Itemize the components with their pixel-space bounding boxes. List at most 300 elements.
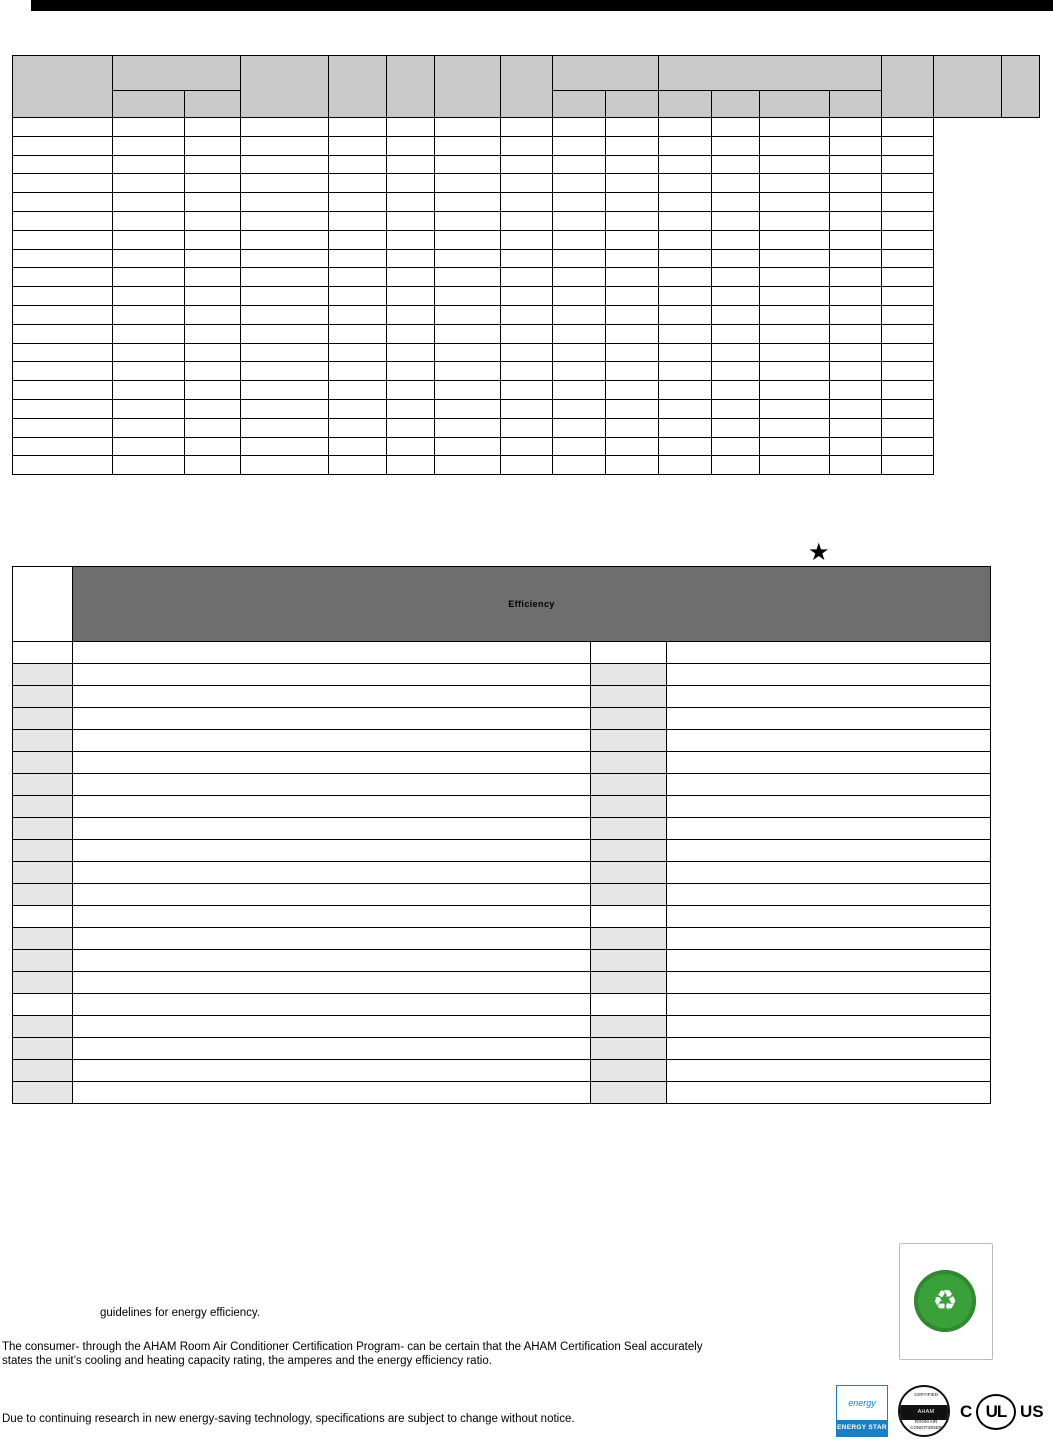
spec-cell xyxy=(830,324,882,343)
spec-cell xyxy=(387,456,435,475)
efficiency-row-value xyxy=(591,950,667,972)
spec-cell xyxy=(241,118,329,137)
spec-cell xyxy=(501,155,553,174)
spec-cell xyxy=(241,456,329,475)
spec-cell xyxy=(435,324,501,343)
spec-cell xyxy=(830,381,882,400)
spec-cell xyxy=(760,118,830,137)
efficiency-row-label xyxy=(13,730,73,752)
spec-cell xyxy=(882,155,934,174)
efficiency-row-label xyxy=(13,686,73,708)
spec-cell xyxy=(241,211,329,230)
spec-cell xyxy=(13,249,113,268)
spec-cell xyxy=(659,174,712,193)
efficiency-row-description xyxy=(73,796,591,818)
spec-cell xyxy=(329,287,387,306)
efficiency-row-description xyxy=(73,752,591,774)
spec-cell xyxy=(185,399,241,418)
spec-cell xyxy=(830,230,882,249)
spec-cell xyxy=(606,118,659,137)
spec-cell xyxy=(113,268,185,287)
spec-header-cell xyxy=(435,56,501,118)
spec-cell xyxy=(387,437,435,456)
spec-cell xyxy=(185,305,241,324)
efficiency-row-value xyxy=(591,686,667,708)
spec-cell xyxy=(13,305,113,324)
spec-cell xyxy=(13,381,113,400)
spec-cell xyxy=(760,381,830,400)
spec-cell xyxy=(387,230,435,249)
efficiency-row-description xyxy=(73,1038,591,1060)
spec-cell xyxy=(760,230,830,249)
spec-cell xyxy=(659,268,712,287)
spec-cell xyxy=(387,211,435,230)
spec-cell xyxy=(760,343,830,362)
spec-cell xyxy=(659,287,712,306)
spec-cell xyxy=(606,381,659,400)
efficiency-row-description xyxy=(73,708,591,730)
spec-cell xyxy=(185,343,241,362)
spec-cell xyxy=(501,118,553,137)
spec-cell xyxy=(830,193,882,212)
spec-cell xyxy=(659,456,712,475)
spec-cell xyxy=(113,399,185,418)
spec-cell xyxy=(760,418,830,437)
efficiency-table-wrapper xyxy=(12,566,990,1104)
spec-cell xyxy=(501,418,553,437)
spec-cell xyxy=(830,343,882,362)
spec-cell xyxy=(760,287,830,306)
spec-cell xyxy=(882,136,934,155)
spec-cell xyxy=(712,437,760,456)
spec-cell xyxy=(760,437,830,456)
efficiency-row-label xyxy=(13,906,73,928)
efficiency-row-notes xyxy=(667,796,991,818)
spec-cell xyxy=(882,324,934,343)
efficiency-row-notes xyxy=(667,950,991,972)
spec-cell xyxy=(830,287,882,306)
aham-certification-seal xyxy=(898,1385,950,1437)
spec-cell xyxy=(606,211,659,230)
table-row xyxy=(13,437,1040,456)
spec-cell xyxy=(185,136,241,155)
spec-cell xyxy=(760,362,830,381)
spec-cell xyxy=(329,230,387,249)
table-row xyxy=(13,1016,991,1038)
spec-cell xyxy=(606,193,659,212)
spec-cell xyxy=(659,418,712,437)
eco-circle-icon xyxy=(914,1270,976,1332)
spec-cell xyxy=(13,324,113,343)
spec-cell xyxy=(830,437,882,456)
spec-cell xyxy=(712,399,760,418)
spec-cell xyxy=(712,343,760,362)
efficiency-row-value xyxy=(591,972,667,994)
spec-header-cell xyxy=(113,56,241,91)
spec-cell xyxy=(712,136,760,155)
efficiency-row-description xyxy=(73,642,591,664)
spec-cell xyxy=(241,418,329,437)
table-row xyxy=(13,818,991,840)
spec-cell xyxy=(113,305,185,324)
spec-cell xyxy=(553,230,606,249)
spec-cell xyxy=(606,155,659,174)
note-consumer-line2: states the unit’s cooling and heating capacity rating, the amperes and the energy efficiency ratio. xyxy=(2,1355,492,1367)
spec-cell xyxy=(606,437,659,456)
spec-cell xyxy=(882,305,934,324)
efficiency-row-value xyxy=(591,774,667,796)
efficiency-row-description xyxy=(73,906,591,928)
spec-cell xyxy=(13,287,113,306)
spec-table-header xyxy=(13,56,1040,118)
spec-cell xyxy=(435,381,501,400)
spec-cell xyxy=(712,324,760,343)
spec-cell xyxy=(501,211,553,230)
spec-cell xyxy=(501,287,553,306)
spec-cell xyxy=(712,211,760,230)
spec-cell xyxy=(712,230,760,249)
table-row xyxy=(13,136,1040,155)
efficiency-row-label xyxy=(13,928,73,950)
table-row xyxy=(13,343,1040,362)
efficiency-row-label xyxy=(13,796,73,818)
spec-cell xyxy=(113,418,185,437)
spec-cell xyxy=(606,249,659,268)
spec-cell xyxy=(113,437,185,456)
spec-cell xyxy=(435,418,501,437)
efficiency-row-label xyxy=(13,1082,73,1104)
spec-cell xyxy=(387,287,435,306)
spec-cell xyxy=(113,287,185,306)
efficiency-row-value xyxy=(591,906,667,928)
efficiency-row-value xyxy=(591,884,667,906)
spec-cell xyxy=(13,456,113,475)
spec-cell xyxy=(712,381,760,400)
spec-subheader-cell xyxy=(113,91,185,118)
efficiency-row-label xyxy=(13,642,73,664)
table-row xyxy=(13,230,1040,249)
spec-cell xyxy=(606,399,659,418)
spec-cell xyxy=(387,381,435,400)
spec-cell xyxy=(712,268,760,287)
spec-cell xyxy=(329,324,387,343)
spec-cell xyxy=(606,456,659,475)
spec-cell xyxy=(113,456,185,475)
spec-cell xyxy=(329,437,387,456)
spec-cell xyxy=(387,268,435,287)
spec-cell xyxy=(435,118,501,137)
spec-cell xyxy=(830,362,882,381)
recycle-leaf-icon: ♻ xyxy=(932,1285,958,1316)
spec-cell xyxy=(435,399,501,418)
aham-seal-circle xyxy=(898,1385,950,1437)
spec-cell xyxy=(13,118,113,137)
efficiency-row-label xyxy=(13,884,73,906)
spec-cell xyxy=(606,343,659,362)
table-row xyxy=(13,950,991,972)
spec-cell xyxy=(241,249,329,268)
note-research: Due to continuing research in new energy-saving technology, specifications are subject to change without notice. xyxy=(2,1413,575,1425)
efficiency-row-value xyxy=(591,1016,667,1038)
spec-cell xyxy=(387,305,435,324)
spec-cell xyxy=(760,193,830,212)
spec-header-cell xyxy=(934,56,1002,118)
table-row xyxy=(13,381,1040,400)
efficiency-row-description xyxy=(73,1082,591,1104)
efficiency-row-value xyxy=(591,1060,667,1082)
efficiency-row-notes xyxy=(667,686,991,708)
efficiency-row-description xyxy=(73,972,591,994)
efficiency-row-notes xyxy=(667,862,991,884)
spec-cell xyxy=(659,343,712,362)
spec-subheader-cell xyxy=(830,91,882,118)
spec-cell xyxy=(553,155,606,174)
spec-cell xyxy=(241,268,329,287)
spec-cell xyxy=(435,437,501,456)
spec-cell xyxy=(830,118,882,137)
spec-cell xyxy=(501,230,553,249)
spec-cell xyxy=(659,136,712,155)
spec-cell xyxy=(113,381,185,400)
spec-cell xyxy=(882,343,934,362)
efficiency-row-notes xyxy=(667,906,991,928)
energy-star-top-text: energy xyxy=(837,1386,887,1420)
spec-cell xyxy=(501,343,553,362)
spec-cell xyxy=(435,456,501,475)
spec-subheader-cell xyxy=(606,91,659,118)
spec-cell xyxy=(606,287,659,306)
spec-cell xyxy=(241,230,329,249)
spec-cell xyxy=(241,193,329,212)
spec-cell xyxy=(553,211,606,230)
spec-cell xyxy=(13,155,113,174)
table-row xyxy=(13,796,991,818)
spec-cell xyxy=(553,324,606,343)
spec-cell xyxy=(659,324,712,343)
efficiency-row-notes xyxy=(667,928,991,950)
efficiency-row-label xyxy=(13,1060,73,1082)
table-row xyxy=(13,752,991,774)
spec-cell xyxy=(185,456,241,475)
spec-cell xyxy=(185,174,241,193)
spec-cell xyxy=(659,155,712,174)
spec-cell xyxy=(553,174,606,193)
spec-cell xyxy=(659,381,712,400)
efficiency-row-description xyxy=(73,994,591,1016)
efficiency-header-title: Efficiency xyxy=(73,567,991,642)
spec-cell xyxy=(553,399,606,418)
ul-listed-mark xyxy=(960,1392,1046,1432)
spec-cell xyxy=(241,381,329,400)
spec-cell xyxy=(185,287,241,306)
spec-cell xyxy=(760,211,830,230)
efficiency-header-blank xyxy=(13,567,73,642)
efficiency-row-notes xyxy=(667,1060,991,1082)
spec-cell xyxy=(13,174,113,193)
spec-cell xyxy=(435,174,501,193)
efficiency-row-value xyxy=(591,1082,667,1104)
table-row xyxy=(13,211,1040,230)
efficiency-row-value xyxy=(591,664,667,686)
spec-cell xyxy=(882,287,934,306)
spec-cell xyxy=(712,456,760,475)
table-row xyxy=(13,456,1040,475)
spec-cell xyxy=(185,381,241,400)
spec-cell xyxy=(830,211,882,230)
spec-cell xyxy=(113,324,185,343)
spec-cell xyxy=(830,399,882,418)
spec-cell xyxy=(606,174,659,193)
table-row xyxy=(13,305,1040,324)
spec-cell xyxy=(113,193,185,212)
spec-cell xyxy=(185,211,241,230)
spec-cell xyxy=(501,399,553,418)
star-icon: ★ xyxy=(808,539,830,566)
spec-cell xyxy=(659,437,712,456)
spec-cell xyxy=(712,118,760,137)
specifications-table xyxy=(12,55,1040,475)
spec-cell xyxy=(830,249,882,268)
table-row xyxy=(13,972,991,994)
efficiency-row-value xyxy=(591,994,667,1016)
note-consumer-line1: The consumer- through the AHAM Room Air Conditioner Certification Program- can be certain that the AHAM Certification Seal accurately xyxy=(2,1341,703,1353)
spec-cell xyxy=(241,174,329,193)
efficiency-row-value xyxy=(591,1038,667,1060)
spec-cell xyxy=(241,155,329,174)
spec-cell xyxy=(553,193,606,212)
spec-cell xyxy=(13,399,113,418)
efficiency-row-label xyxy=(13,840,73,862)
spec-cell xyxy=(329,399,387,418)
spec-cell xyxy=(760,305,830,324)
spec-cell xyxy=(329,305,387,324)
spec-cell xyxy=(435,362,501,381)
spec-header-cell xyxy=(501,56,553,118)
spec-cell xyxy=(501,174,553,193)
spec-cell xyxy=(882,118,934,137)
efficiency-row-label xyxy=(13,818,73,840)
note-consumer xyxy=(2,1340,832,1368)
spec-cell xyxy=(185,324,241,343)
efficiency-row-description xyxy=(73,1060,591,1082)
spec-cell xyxy=(712,155,760,174)
spec-cell xyxy=(113,118,185,137)
efficiency-row-description xyxy=(73,686,591,708)
spec-cell xyxy=(13,268,113,287)
spec-cell xyxy=(185,268,241,287)
spec-cell xyxy=(882,230,934,249)
spec-cell xyxy=(387,418,435,437)
spec-cell xyxy=(387,249,435,268)
table-row xyxy=(13,994,991,1016)
spec-cell xyxy=(185,230,241,249)
spec-cell xyxy=(435,249,501,268)
spec-cell xyxy=(241,362,329,381)
efficiency-row-value xyxy=(591,752,667,774)
table-row xyxy=(13,642,991,664)
spec-cell xyxy=(387,193,435,212)
efficiency-row-label xyxy=(13,664,73,686)
spec-cell xyxy=(553,287,606,306)
spec-cell xyxy=(329,136,387,155)
efficiency-row-notes xyxy=(667,664,991,686)
table-row xyxy=(13,1038,991,1060)
spec-cell xyxy=(830,174,882,193)
spec-cell xyxy=(501,136,553,155)
efficiency-row-notes xyxy=(667,752,991,774)
efficiency-row-label xyxy=(13,1016,73,1038)
spec-cell xyxy=(606,324,659,343)
ul-right-letters: US xyxy=(1020,1402,1044,1421)
spec-cell xyxy=(387,399,435,418)
spec-cell xyxy=(435,287,501,306)
spec-cell xyxy=(882,174,934,193)
spec-cell xyxy=(830,268,882,287)
spec-cell xyxy=(606,418,659,437)
spec-cell xyxy=(606,362,659,381)
table-row xyxy=(13,1060,991,1082)
spec-cell xyxy=(882,249,934,268)
aham-top-text: CERTIFIED xyxy=(914,1392,938,1397)
spec-cell xyxy=(659,362,712,381)
spec-cell xyxy=(387,155,435,174)
table-row xyxy=(13,774,991,796)
spec-cell xyxy=(113,211,185,230)
efficiency-row-label xyxy=(13,950,73,972)
spec-cell xyxy=(241,324,329,343)
spec-cell xyxy=(882,418,934,437)
spec-cell xyxy=(882,193,934,212)
table-row xyxy=(13,906,991,928)
spec-cell xyxy=(241,343,329,362)
efficiency-row-notes xyxy=(667,774,991,796)
spec-cell xyxy=(13,362,113,381)
efficiency-row-description xyxy=(73,840,591,862)
spec-cell xyxy=(760,268,830,287)
spec-cell xyxy=(830,418,882,437)
spec-cell xyxy=(435,155,501,174)
table-row xyxy=(13,928,991,950)
spec-cell xyxy=(501,305,553,324)
spec-cell xyxy=(329,193,387,212)
spec-cell xyxy=(241,305,329,324)
spec-cell xyxy=(329,456,387,475)
spec-cell xyxy=(13,211,113,230)
spec-cell xyxy=(712,418,760,437)
spec-cell xyxy=(882,268,934,287)
spec-cell xyxy=(113,362,185,381)
table-row xyxy=(13,840,991,862)
spec-cell xyxy=(553,437,606,456)
efficiency-row-label xyxy=(13,752,73,774)
efficiency-row-notes xyxy=(667,818,991,840)
spec-cell xyxy=(501,456,553,475)
spec-cell xyxy=(501,324,553,343)
spec-cell xyxy=(329,211,387,230)
spec-cell xyxy=(329,174,387,193)
efficiency-row-description xyxy=(73,818,591,840)
spec-header-cell xyxy=(553,56,659,91)
spec-header-cell xyxy=(13,56,113,118)
spec-cell xyxy=(553,118,606,137)
spec-cell xyxy=(659,211,712,230)
spec-cell xyxy=(387,362,435,381)
spec-cell xyxy=(760,456,830,475)
spec-cell xyxy=(185,155,241,174)
spec-cell xyxy=(13,418,113,437)
table-row xyxy=(13,249,1040,268)
spec-cell xyxy=(435,230,501,249)
